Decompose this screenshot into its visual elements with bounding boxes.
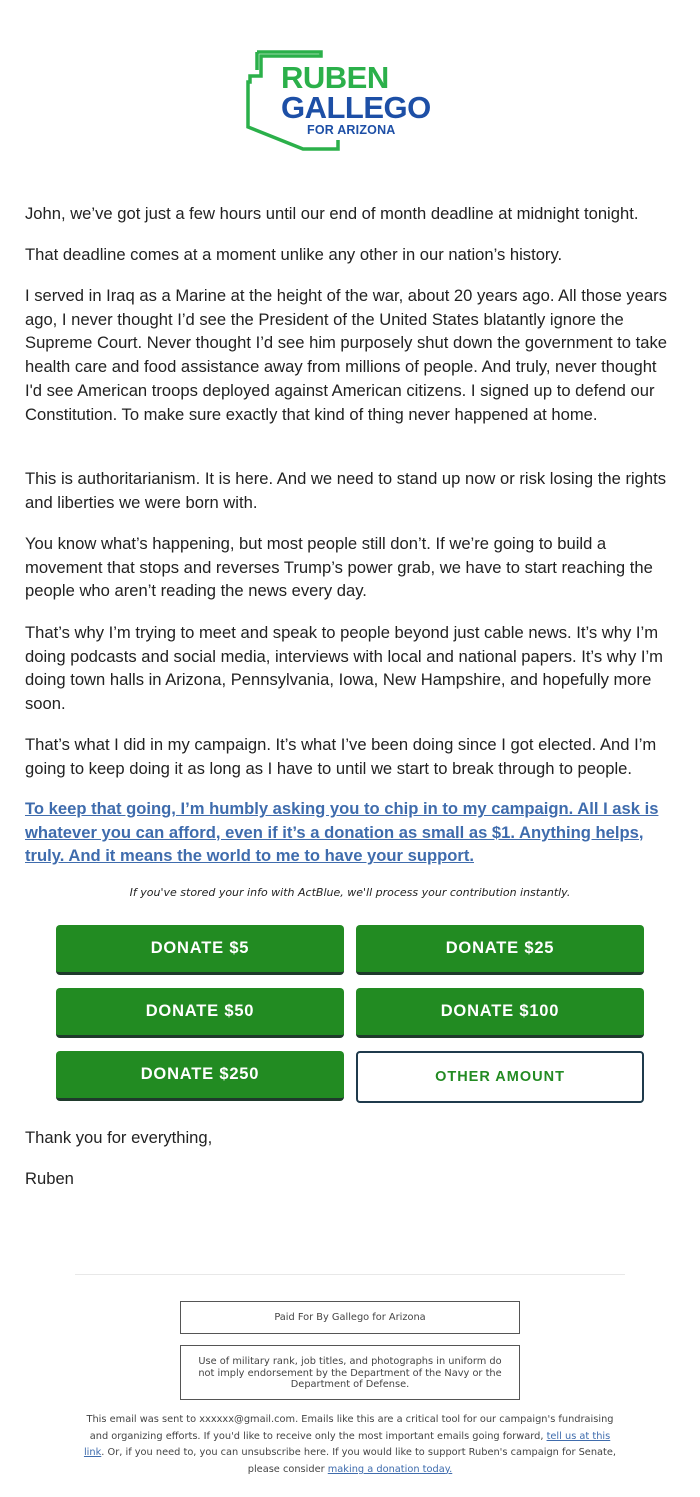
paragraph-outreach: That’s why I’m trying to meet and speak to people beyond just cable news. It’s why I’m doing podcasts and social media, interviews with local and national papers. It’s why I’m doing town halls in Arizona, Pennsylvania, Iowa, New Hampshire, and hopefully more soon.: [25, 623, 663, 714]
footer-sent-prefix: This email was sent to: [86, 1414, 200, 1425]
footer-legal-text: [80, 1412, 620, 1478]
make-donation-link[interactable]: making a donation today.: [327, 1463, 453, 1475]
donation-ask-link[interactable]: To keep that going, I’m humbly asking you to chip in to my campaign. All I ask is whatever you can afford, even if it’s a donation as small as $1. Anything helps, truly. And it means the world to me to have your support.: [25, 799, 659, 866]
donate-50-button[interactable]: DONATE $50: [56, 988, 344, 1038]
paid-for-box: Paid For By Gallego for Arizona: [180, 1301, 520, 1334]
actblue-note: If you've stored your info with ActBlue, we'll process your contribution instantly.: [129, 886, 571, 899]
paragraph-movement: You know what’s happening, but most people still don’t. If we’re going to build a movement that stops and reverses Trump’s power grab, we have to start reaching the people who aren’t reading the news every day.: [25, 534, 653, 601]
donate-5-button[interactable]: DONATE $5: [56, 925, 344, 975]
donate-250-button[interactable]: DONATE $250: [56, 1051, 344, 1101]
donate-100-button[interactable]: DONATE $100: [356, 988, 644, 1038]
tell-us-link[interactable]: tell us at this link: [83, 1430, 611, 1459]
footer-divider: [75, 1274, 625, 1275]
footer-sent-mid: . Emails like this are a critical tool for our campaign's fundraising and organizing efforts. If you'd like to receive only the most important emails going forward,: [89, 1414, 614, 1442]
donate-25-button[interactable]: DONATE $25: [356, 925, 644, 975]
logo-name-last: GALLEGO: [281, 90, 431, 125]
closing-thanks: Thank you for everything,: [25, 1128, 213, 1147]
campaign-logo: [245, 48, 450, 152]
paragraph-greeting: John, we’ve got just a few hours until our end of month deadline at midnight tonight.: [25, 204, 639, 223]
paragraph-campaign: That’s what I did in my campaign. It’s what I’ve been doing since I got elected. And I’m going to keep doing it as long as I have to until we start to break through to people.: [25, 735, 657, 778]
paragraph-authoritarianism: This is authoritarianism. It is here. And we need to stand up now or risk losing the rights and liberties we were born with.: [25, 469, 667, 512]
signature: Ruben: [25, 1169, 74, 1188]
military-disclaimer-box: Use of military rank, job titles, and photographs in uniform do not imply endorsement by the Department of the Navy or the Department of Defense.: [180, 1345, 520, 1400]
footer-sent-mid2: . Or, if you need to, you can unsubscribe here. If you would like to support Ruben's campaign for Senate, please consider: [101, 1447, 617, 1475]
paragraph-iraq: I served in Iraq as a Marine at the height of the war, about 20 years ago. All those years ago, I never thought I’d see the President of the United States blatantly ignore the Supreme Court. Never thought I’d see him purposely shut down the government to take health care and food assistance away from millions of people. And truly, never thought I'd see American troops deployed against American citizens. I signed up to defend our Constitution. To make sure exactly that kind of thing never happened at home.: [25, 286, 668, 424]
other-amount-button[interactable]: OTHER AMOUNT: [356, 1051, 644, 1103]
recipient-email: xxxxxx@gmail.com: [199, 1414, 296, 1425]
logo-tagline: FOR ARIZONA: [307, 123, 396, 137]
paragraph-deadline: That deadline comes at a moment unlike any other in our nation’s history.: [25, 245, 563, 264]
logo-name-first: RUBEN: [281, 60, 389, 95]
